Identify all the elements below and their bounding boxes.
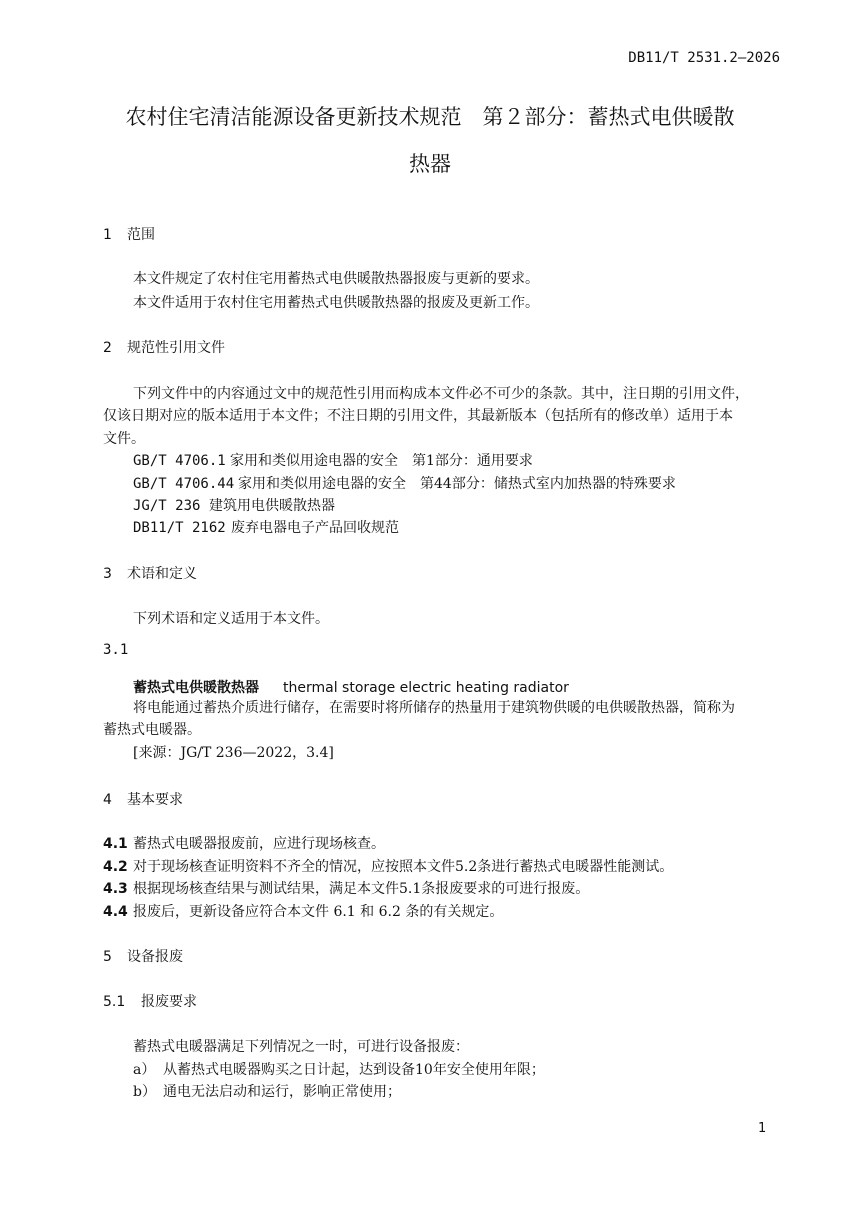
- requirement-item: [103, 833, 385, 853]
- section-number: 4: [103, 792, 112, 808]
- term-definition-line2: 蓄热式电暖器。: [103, 722, 201, 738]
- reference-title: 家用和类似用途电器的安全 第44部分：储热式室内加热器的特殊要求: [238, 476, 676, 492]
- list-marker: a）: [133, 1062, 156, 1078]
- reference-item: [133, 473, 676, 493]
- term-definition-line1: 将电能通过蓄热介质进行储存，在需要时将所储存的热量用于建筑物供暖的电供暖散热器，简称为: [133, 700, 735, 716]
- reference-item: [133, 450, 533, 470]
- reference-code: DB11/T 2162: [133, 520, 226, 536]
- list-item: [133, 1081, 401, 1101]
- section-heading-normative-references: [103, 337, 225, 357]
- subsection-number: 5.1: [103, 994, 126, 1010]
- subsection-title: 报废要求: [141, 994, 197, 1010]
- normative-intro-line3: 文件。: [103, 431, 145, 447]
- requirement-item: [103, 856, 673, 876]
- requirement-text: 蓄热式电暖器报废前，应进行现场核查。: [133, 836, 385, 852]
- section-number: 2: [103, 340, 112, 356]
- section-title: 范围: [127, 227, 155, 243]
- requirement-item: [103, 901, 503, 921]
- reference-title: 建筑用电供暖散热器: [209, 498, 335, 514]
- term-english: thermal storage electric heating radiator: [283, 680, 569, 696]
- list-item: [133, 1059, 545, 1079]
- document-title-line2: 热器: [409, 152, 451, 176]
- requirement-number: 4.3: [103, 881, 128, 897]
- scope-paragraph-1: 本文件规定了农村住宅用蓄热式电供暖散热器报废与更新的要求。: [133, 271, 539, 287]
- section-heading-scope: [103, 224, 155, 244]
- section-number: 5: [103, 949, 112, 965]
- list-item-text: 从蓄热式电暖器购买之日计起，达到设备10年安全使用年限；: [163, 1062, 545, 1078]
- requirement-text: 报废后，更新设备应符合本文件 6.1 和 6.2 条的有关规定。: [133, 904, 504, 920]
- subsection-heading-scrap-requirements: [103, 991, 197, 1011]
- page-number: 1: [758, 1121, 767, 1136]
- requirement-number: 4.1: [103, 836, 128, 852]
- scope-paragraph-2: 本文件适用于农村住宅用蓄热式电供暖散热器的报废及更新工作。: [133, 295, 539, 311]
- document-code: DB11/T 2531.2—2026: [628, 50, 780, 66]
- terms-intro: 下列术语和定义适用于本文件。: [133, 611, 329, 627]
- reference-item: [133, 517, 399, 537]
- reference-code: JG/T 236: [133, 498, 201, 514]
- requirement-number: 4.4: [103, 904, 128, 920]
- term-entry: [133, 677, 569, 697]
- document-title-line1: 农村住宅清洁能源设备更新技术规范 第２部分：蓄热式电供暖散: [125, 105, 735, 129]
- requirement-text: 根据现场核查结果与测试结果，满足本文件5.1条报废要求的可进行报废。: [133, 881, 590, 897]
- section-heading-terms: [103, 563, 197, 583]
- section-title: 规范性引用文件: [127, 340, 225, 356]
- term-number: 3.1: [103, 642, 129, 658]
- term-source: [来源：JG/T 236—2022，3.4]: [133, 745, 334, 761]
- list-item-text: 通电无法启动和运行，影响正常使用；: [163, 1084, 401, 1100]
- list-marker: b）: [133, 1084, 156, 1100]
- term-chinese: 蓄热式电供暖散热器: [133, 680, 259, 696]
- section-title: 设备报废: [127, 949, 183, 965]
- scrap-intro: 蓄热式电暖器满足下列情况之一时，可进行设备报废：: [133, 1039, 469, 1055]
- reference-title: 家用和类似用途电器的安全 第1部分：通用要求: [230, 453, 533, 469]
- section-number: 1: [103, 227, 112, 243]
- section-title: 术语和定义: [127, 566, 197, 582]
- requirement-number: 4.2: [103, 859, 128, 875]
- normative-intro-line1: 下列文件中的内容通过文中的规范性引用而构成本文件必不可少的条款。其中，注日期的引用文件，: [133, 386, 749, 402]
- section-heading-basic-requirements: [103, 789, 183, 809]
- reference-code: GB/T 4706.44: [133, 476, 235, 492]
- section-number: 3: [103, 566, 112, 582]
- requirement-item: [103, 878, 589, 898]
- reference-code: GB/T 4706.1: [133, 453, 226, 469]
- reference-item: [133, 495, 335, 515]
- requirement-text: 对于现场核查证明资料不齐全的情况，应按照本文件5.2条进行蓄热式电暖器性能测试。: [133, 859, 674, 875]
- reference-title: 废弃电器电子产品回收规范: [231, 520, 399, 536]
- normative-intro-line2: 仅该日期对应的版本适用于本文件；不注日期的引用文件，其最新版本（包括所有的修改单）适用于本: [103, 408, 733, 424]
- section-heading-equipment-scrapping: [103, 946, 183, 966]
- section-title: 基本要求: [127, 792, 183, 808]
